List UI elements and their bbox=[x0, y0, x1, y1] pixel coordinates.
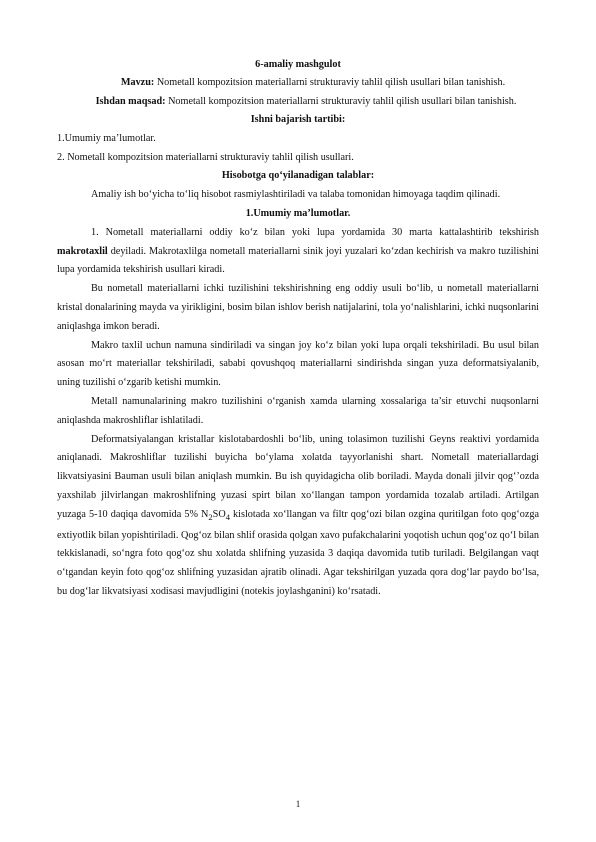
tartib-heading: Ishni bajarish tartibi: bbox=[250, 114, 346, 125]
paragraph-2: Bu nometall materiallarni ichki tuzilishini tekshirishning eng oddiy usuli bo‘lib, u nometall materiallarni kristal donalarining mayda va yirikligini, bosim bilan ishlov berish natijalarini, tola yo‘nalishlarini, ichki nuqsonlarini aniqlashga imkon beradi. bbox=[57, 283, 539, 332]
section-heading: 1.Umumiy ma’lumotlar. bbox=[245, 207, 351, 219]
paragraph-1 bbox=[57, 224, 539, 280]
step-item-1: 1.Umumiy ma’lumotlar. bbox=[57, 132, 156, 144]
formula-subscript-2: 2 bbox=[208, 511, 213, 522]
paragraph-5-end: kislotada xo‘llangan va filtr qog‘ozi bilan ozgina quritilgan foto qog‘ozga extiyotlik bilan yopishtiriladi. Qog‘oz bilan shlif orasida qolgan xavo pufakchalarini yoqotish uchun qog‘oz qo‘l bilan tekkislanadi, so‘ngra foto qog‘oz shu xolatda shlifning yuzasida 3 daqiqa davomida tutib turiladi. Belgilangan vaqt o‘tgandan keyin foto qog‘oz shlifning yuzasidan ajratib olinadi. Agar tekshirilgan yuzada qora dog‘lar paydo bo‘lsa, bu dog‘lar likvatsiyasi xodisasi mavjudligini (notekis joylashganini) ko‘rsatadi. bbox=[57, 508, 539, 597]
document-page bbox=[57, 58, 539, 602]
paragraph-4: Metall namunalarining makro tuzilishini o‘rganish xamda ularning xossalariga ta’sir etuvchi nuqsonlarni aniqlashda makroshliflar ishlatiladi. bbox=[57, 395, 539, 426]
talablar-heading: Hisobotga qo‘yilanadigan talablar: bbox=[221, 170, 375, 182]
paragraph-3: Makro taxlil uchun namuna sindiriladi va singan joy ko‘z bilan yoki lupa orqali tekshiriladi. Bu usul bilan asosan mo‘rt materiallar tekshiriladi, sababi qovushqoq materiallarni sindirishda singan yuza deformatsiyalanib, uning tuzilishi o‘zgarib ketishi mumkin. bbox=[57, 339, 539, 389]
formula-subscript-4: 4 bbox=[225, 511, 230, 522]
mavzu-line bbox=[57, 73, 539, 92]
maqsad-text: Nometall kompozitsion materiallarni strukturaviy tahlil qilish usullari bilan tanishish. bbox=[168, 96, 517, 107]
mavzu-text: Nometall kompozitsion materiallarni strukturaviy tahlil qilish usullari bilan tanishish. bbox=[156, 77, 506, 88]
paragraph-5 bbox=[57, 431, 539, 602]
maqsad-label: Ishdan maqsad: bbox=[95, 96, 166, 107]
maqsad-line bbox=[57, 92, 539, 111]
formula-so: SO bbox=[212, 508, 226, 520]
page-number: 1 bbox=[295, 799, 301, 809]
makrotaxlil-term: makrotaxlil bbox=[57, 245, 108, 257]
paragraph-1-end: deyiladi. Makrotaxlilga nometall materiallarni sinik joyi yuzalari ko‘zdan kechirish va makro tuzilishini lupa yordamida tekshirish usullari kiradi. bbox=[57, 245, 539, 276]
paragraph-5-start: Deformatsiyalangan kristallar kislotabardoshli bo‘lib, uning tolasimon tuzilishi Geyns reaktivi yordamida aniqlanadi. Makroshliflar tuzilishi buyicha bo‘ylama xolatda tayyorlanishi shart. Nometall materiallardagi likvatsiyasini Bauman usuli bilan aniqlash mumkin. Bu ish quyidagicha olib boriladi. Mayda donali jilvir qog‘’ozda yaxshilab jilvirlangan makroshlifning yuzasi spirt bilan xo‘llangan tampon yordamida tozalab artiladi. Artilgan yuzaga 5-10 daqiqa davomida 5% N bbox=[57, 433, 539, 520]
paragraph-1-start: 1. Nometall materiallarni oddiy ko‘z bilan yoki lupa yordamida 30 marta kattalashtirib tekshirish bbox=[91, 226, 539, 238]
mavzu-label: Mavzu: bbox=[120, 77, 155, 88]
talablar-text: Amaliy ish bo‘yicha to‘liq hisobot rasmiylashtiriladi va talaba tomonidan himoyaga taqdim qilinadi. bbox=[91, 189, 501, 201]
document-title: 6-amaliy mashgulot bbox=[255, 59, 341, 70]
step-item-2: 2. Nometall kompozitsion materiallarni strukturaviy tahlil qilish usullari. bbox=[57, 151, 354, 163]
